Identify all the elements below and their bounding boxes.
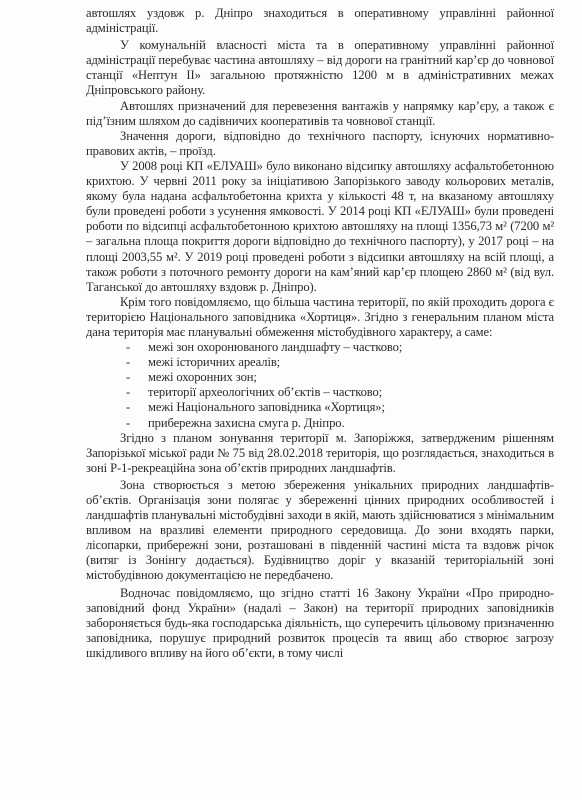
list-item-text: прибережна захисна смуга р. Дніпро.: [148, 415, 345, 430]
list-item: [126, 416, 554, 431]
bullet-mark: -: [126, 385, 131, 400]
paragraph-road-purpose: Автошлях призначений для перевезення вантажів у напрямку кар’єру, а також є під’їзним шляхом до садівничих кооперативів та човнової станції.: [86, 98, 554, 128]
list-item: [126, 355, 554, 370]
list-item: [126, 370, 554, 385]
paragraph-law-reference: Водночас повідомляємо, що згідно статті 16 Закону України «Про природно-заповідний фонд України» (надалі – Закон) на території природних заповідників забороняється будь-яка господарська діяльність, що суперечить цільовому призначенню заповідника, порушує природний розвиток процесів та явищ або створює загрозу шкідливого впливу на його об’єкти, в тому числі: [86, 585, 554, 660]
list-item: [126, 340, 554, 355]
bullet-mark: -: [126, 370, 131, 385]
list-item: [126, 385, 554, 400]
list-item-text: межі Національного заповідника «Хортиця»;: [148, 400, 385, 415]
paragraph-zoning-plan: Згідно з планом зонування території м. Запоріжжя, затвердженим рішенням Запорізької міської ради № 75 від 28.02.2018 територія, що розглядається, знаходиться в зоні Р-1-рекреаційна зона об’єктів природних ландшафтів.: [86, 430, 554, 475]
bullet-mark: -: [126, 355, 131, 370]
list-item-text: межі охоронних зон;: [148, 370, 257, 385]
list-item: [126, 400, 554, 415]
restrictions-list: [86, 340, 554, 431]
paragraph-zone-purpose: Зона створюється з метою збереження унікальних природних ландшафтів-об’єктів. Організація зони полягає у збереженні цінних природних особливостей і ландшафтів планувальні містобудівні заходи в якій, мають здійснюватися з мінімальним впливом на вразливі елементи природного середовища. До зони входять парки, лісопарки, прибережні зони, розташовані в південній частині міста та вздовж річок (витяг із Зонінгу додається). Будівництво доріг у вказаній територіальній зоні містобудівною документацією не передбачено.: [86, 477, 554, 583]
paragraph-road-significance: Значення дороги, відповідно до технічного паспорту, існуючих нормативно-правових актів, – проїзд.: [86, 128, 554, 158]
paragraph-khortytsia-territory: Крім того повідомляємо, що більша частина території, по якій проходить дорога є територією Національного заповідника «Хортиця». Згідно з генеральним планом міста дана територія має планувальні обмеження містобудівного характеру, а саме:: [86, 294, 554, 339]
paragraph-communal-ownership: У комунальній власності міста та в оперативному управлінні районної адміністрації перебуває частина автошляху – від дороги на гранітний кар’єр до човнової станції «Нептун II» загальною протяжністю 1200 м в адміністративних межах Дніпровського району.: [86, 38, 554, 98]
bullet-mark: -: [126, 400, 131, 415]
bullet-mark: -: [126, 340, 131, 355]
list-item-text: території археологічних об’єктів – частково;: [148, 385, 383, 400]
bullet-mark: -: [126, 415, 131, 430]
paragraph-repair-history: У 2008 році КП «ЕЛУАШ» було виконано відсипку автошляху асфальтобетонною крихтою. У червні 2011 року за ініціативою Запорізького заводу кольорових металів, якому була надана асфальтобетонна крихта у кількості 48 т, на вказаному автошляху були проведені роботи з усунення ямковості. У 2014 році КП «ЕЛУАШ» були проведені роботи по відсипці асфальтобетонною крихтою автошляху на площі 1356,73 м² (7200 м² – загальна площа покриття дороги відповідно до технічного паспорту), у 2017 році – на площі 2003,55 м². У 2019 році проведені роботи з відсипки автошляху на всій площі, а також роботи з поточного ремонту дороги на кам’яний кар’єр площею 2860 м² (від вул. Таганської до автошляху вздовж р. Дніпро).: [86, 158, 554, 294]
list-item-text: межі зон охоронюваного ландшафту – частково;: [148, 340, 403, 355]
paragraph-road-management: автошлях уздовж р. Дніпро знаходиться в оперативному управлінні районної адміністрації.: [86, 6, 554, 36]
list-item-text: межі історичних ареалів;: [148, 355, 281, 370]
